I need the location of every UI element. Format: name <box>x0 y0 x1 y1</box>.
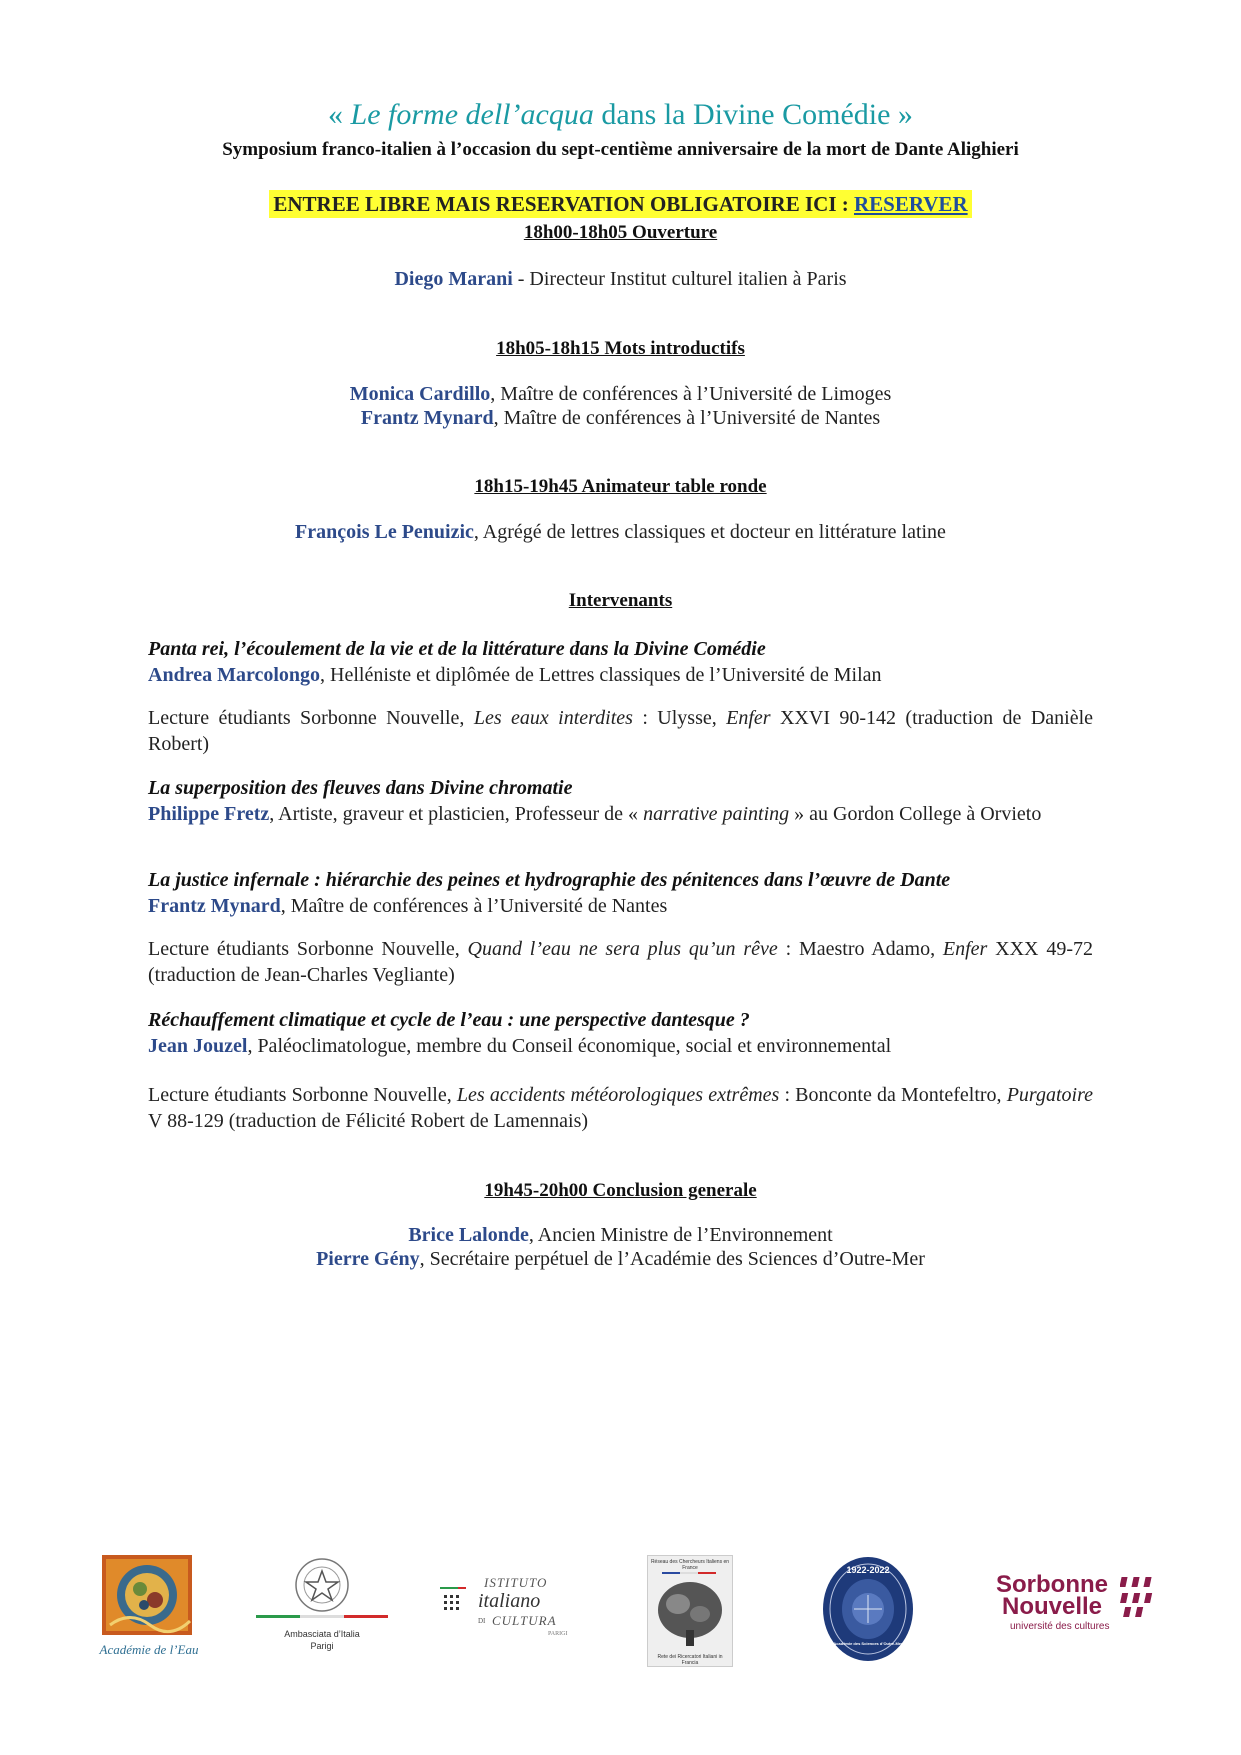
istituto-word-di: DI <box>478 1617 486 1625</box>
reading-text: : Ulysse, <box>632 707 727 729</box>
title-open: « <box>328 98 351 131</box>
reading-text: XXX 49-72 (traduction de Jean-Charles Vegliante) <box>148 938 1093 986</box>
intro-line-1 <box>0 383 1241 406</box>
reading-3 <box>148 1082 1093 1134</box>
talk-3 <box>148 867 1093 919</box>
academie-eau-label: Académie de l’Eau <box>99 1642 199 1657</box>
entry-highlight <box>269 190 971 218</box>
speaker-role: , Maître de conférences à l’Université de Nantes <box>493 407 881 429</box>
talk-speaker-line <box>148 1033 1093 1059</box>
talk-speaker-line <box>148 801 1093 827</box>
speaker-role: - Directeur Institut culturel italien à Paris <box>512 268 847 290</box>
reading-2 <box>148 936 1093 988</box>
academie-ring-text: Académie des Sciences d’Outre-Mer <box>833 1641 903 1646</box>
sorbonne-bars-icon <box>1120 1575 1160 1619</box>
reading-text: Lecture étudiants Sorbonne Nouvelle, <box>148 1084 457 1106</box>
reseau-top-label: Réseau des Chercheurs Italiens en France <box>650 1559 730 1571</box>
speaker-name: Jean Jouzel <box>148 1035 248 1057</box>
speaker-role: » au Gordon College à Orvieto <box>789 803 1042 825</box>
reseau-bottom-label: Rete dei Ricercatori Italiani in Francia <box>657 1654 723 1666</box>
talk-1 <box>148 636 1093 688</box>
speaker-role: , Maître de conférences à l’Université de Nantes <box>280 895 668 917</box>
speaker-name: François Le Penuizic <box>295 521 474 543</box>
academie-outre-mer-logo <box>820 1555 916 1663</box>
italian-emblem-icon <box>254 1555 390 1625</box>
istituto-word-2: italiano <box>478 1590 541 1612</box>
speaker-name: Philippe Fretz <box>148 803 270 825</box>
reading-1 <box>148 705 1093 757</box>
speaker-name: Frantz Mynard <box>148 895 281 917</box>
istituto-word-parigi: PARIGI <box>548 1631 568 1637</box>
reading-italic: Les eaux interdites <box>473 707 633 729</box>
intro-heading: 18h05-18h15 Mots introductifs <box>496 338 745 359</box>
conclusion-line-1 <box>0 1224 1241 1247</box>
sorbonne-word-2: Nouvelle <box>1002 1593 1103 1620</box>
conclusion-line-2 <box>0 1248 1241 1271</box>
speaker-name: Frantz Mynard <box>360 407 494 429</box>
reading-text: V 88-129 (traduction de Félicité Robert de Lamennais) <box>148 1110 589 1132</box>
title-rest: dans la Divine Comédie » <box>593 98 913 131</box>
speaker-name: Pierre Gény <box>316 1248 420 1270</box>
moderator-line <box>0 521 1241 544</box>
reading-text: XXVI 90-142 (traduction de Danièle Robert) <box>148 707 1094 755</box>
reading-italic: Enfer <box>942 938 988 960</box>
ambasciata-logo <box>254 1555 390 1665</box>
ambasciata-line-1: Ambasciata d’Italia <box>284 1629 360 1639</box>
reading-italic: Les accidents météorologiques extrêmes <box>456 1084 780 1106</box>
speaker-name: Brice Lalonde <box>408 1224 529 1246</box>
speaker-role: , Paléoclimatologue, membre du Conseil économique, social et environnemental <box>247 1035 892 1057</box>
speakers-heading: Intervenants <box>568 590 673 611</box>
title-italic: Le forme dell’acqua <box>350 98 594 131</box>
sorbonne-tagline: université des cultures <box>1010 1621 1110 1632</box>
speaker-role-italic: narrative painting <box>643 803 790 825</box>
speaker-role: , Artiste, graveur et plasticien, Professeur de « <box>269 803 644 825</box>
speaker-name: Monica Cardillo <box>349 383 491 405</box>
istituto-logo <box>440 1575 576 1645</box>
speaker-role: , Maître de conférences à l’Université de Limoges <box>490 383 892 405</box>
reading-italic: Enfer <box>726 707 771 729</box>
talk-4 <box>148 1007 1093 1059</box>
reading-italic: Purgatoire <box>1006 1084 1093 1106</box>
reading-italic: Quand l’eau ne sera plus qu’un rêve <box>467 938 778 960</box>
reading-text: : Maestro Adamo, <box>777 938 943 960</box>
tree-icon <box>648 1568 732 1658</box>
talk-speaker-line <box>148 662 1093 688</box>
speaker-name: Diego Marani <box>394 268 513 290</box>
ambasciata-line-2: Parigi <box>310 1641 334 1651</box>
talk-title: Réchauffement climatique et cycle de l’eau : une perspective dantesque ? <box>148 1009 750 1031</box>
opening-heading: 18h00-18h05 Ouverture <box>523 222 718 243</box>
istituto-word-3: CULTURA <box>492 1613 557 1628</box>
reading-text: Lecture étudiants Sorbonne Nouvelle, <box>148 938 468 960</box>
entry-text: ENTREE LIBRE MAIS RESERVATION OBLIGATOIRE ICI : <box>273 192 854 216</box>
document-title <box>0 98 1241 132</box>
opening-line <box>0 268 1241 291</box>
academie-eau-logo <box>99 1555 199 1665</box>
speaker-role: , Agrégé de lettres classiques et docteur en littérature latine <box>473 521 946 543</box>
conclusion-heading: 19h45-20h00 Conclusion generale <box>484 1180 757 1201</box>
sorbonne-word-1: Sorbonne <box>996 1571 1108 1598</box>
istituto-dots-icon <box>440 1581 470 1631</box>
entry-notice <box>0 192 1241 217</box>
document-subtitle: Symposium franco-italien à l’occasion du sept-centième anniversaire de la mort de Dante Alighieri <box>222 139 1019 160</box>
academie-years: 1922-2022 <box>846 1565 890 1575</box>
moderator-heading: 18h15-19h45 Animateur table ronde <box>474 476 767 497</box>
sorbonne-nouvelle-logo <box>996 1571 1166 1641</box>
speaker-role: , Ancien Ministre de l’Environnement <box>528 1224 833 1246</box>
reading-text: : Bonconte da Montefeltro, <box>779 1084 1007 1106</box>
talk-title: La justice infernale : hiérarchie des peines et hydrographie des pénitences dans l’œuvre de Dante <box>148 869 951 891</box>
reseau-chercheurs-logo <box>647 1555 733 1667</box>
speaker-role: , Helléniste et diplômée de Lettres classiques de l’Université de Milan <box>320 664 882 686</box>
istituto-word-1: ISTITUTO <box>484 1575 548 1590</box>
intro-line-2 <box>0 407 1241 430</box>
reserve-link[interactable]: RESERVER <box>853 192 968 216</box>
speaker-name: Andrea Marcolongo <box>148 664 321 686</box>
talk-speaker-line <box>148 893 1093 919</box>
talk-2 <box>148 775 1093 827</box>
reading-text: Lecture étudiants Sorbonne Nouvelle, <box>148 707 474 729</box>
partner-logos <box>0 1555 1241 1665</box>
talk-title: La superposition des fleuves dans Divine chromatie <box>148 777 573 799</box>
talk-title: Panta rei, l’écoulement de la vie et de la littérature dans la Divine Comédie <box>148 638 766 660</box>
speaker-role: , Secrétaire perpétuel de l’Académie des Sciences d’Outre-Mer <box>419 1248 925 1270</box>
